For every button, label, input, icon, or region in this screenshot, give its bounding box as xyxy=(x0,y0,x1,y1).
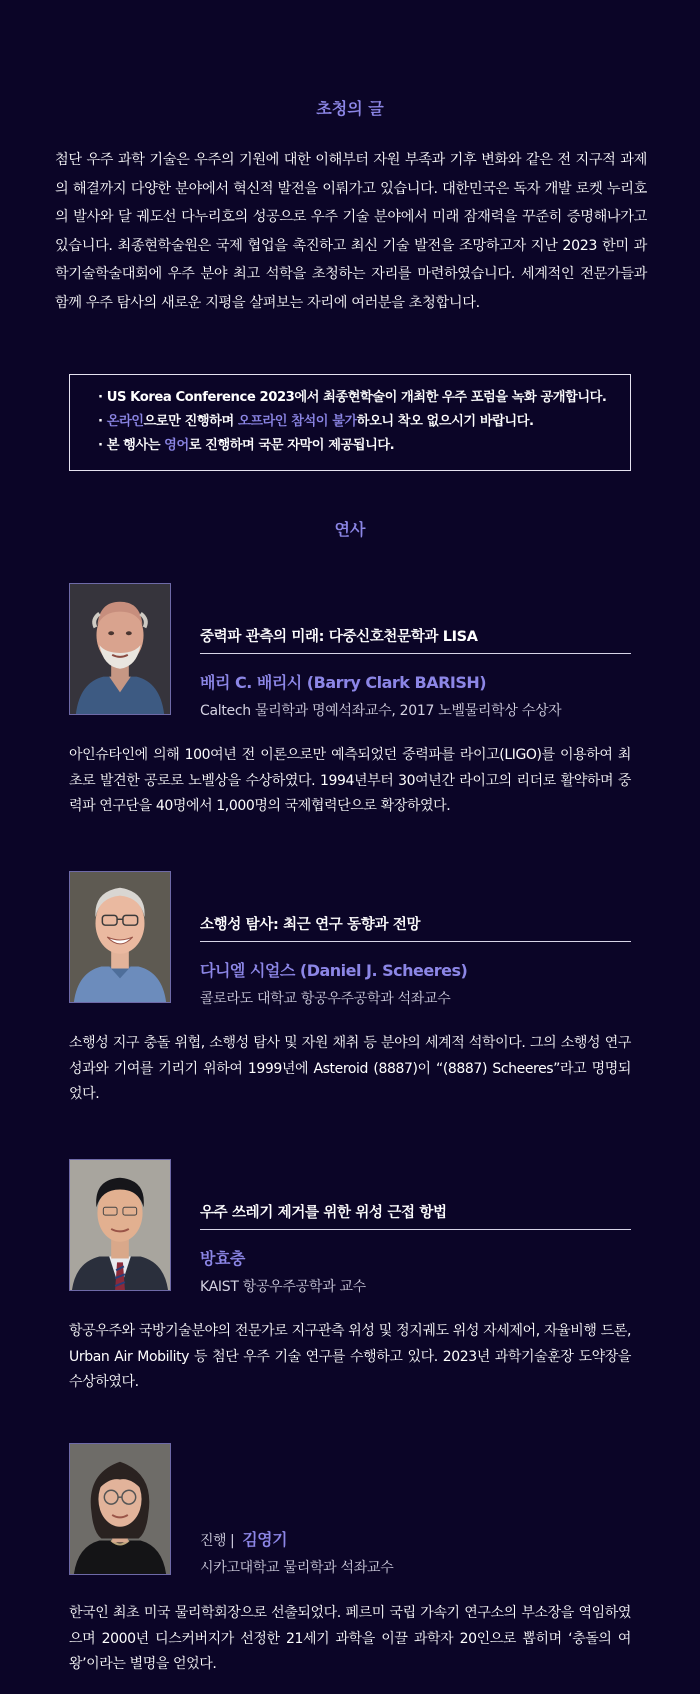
notice-line-3: · 본 행사는 영어로 진행하며 국문 자막이 제공됩니다. xyxy=(98,438,395,453)
speaker-bio: 소행성 지구 충돌 위협, 소행성 탐사 및 자원 채취 등 분야의 세계적 석학이다. 그의 소행성 연구 성과와 기여를 기리기 위하여 1999년에 Asteroid (8887)이 “(8887) Scheeres”라고 명명되었다. xyxy=(69,1035,631,1102)
invitation-body: 첨단 우주 과학 기술은 우주의 기원에 대한 이해부터 자원 부족과 기후 변화와 같은 전 지구적 과제의 해결까지 다양한 분야에서 혁신적 발전을 이뤄가고 있습니다. 대한민국은 독자 개발 로켓 누리호의 발사와 달 궤도선 다누리호의 성공으로 우주 기술 분야에서 미래 잠재력을 꾸준히 증명해나가고 있습니다. 최종현학술원은 국제 협업을 촉진하고 최신 기술 발전을 조망하고자 지난 2023 한미 과학기술학술대회에 우주 분야 최고 석학을 초청하는 자리를 마련하였습니다. 세계적인 전문가들과 함께 우주 탐사의 새로운 지평을 살펴보는 자리에 여러분을 초청합니다. xyxy=(55,152,647,311)
speaker-affiliation: KAIST 항공우주공학과 교수 xyxy=(200,1279,366,1295)
invitation-title: 초청의 글 xyxy=(316,99,384,118)
moderator-bio: 한국인 최초 미국 물리학회장으로 선출되었다. 페르미 국립 가속기 연구소의 부소장을 역임하였으며 2000년 디스커버지가 선정한 21세기 과학을 이끌 과학자 20인으로 뽑히며 ‘충돌의 여왕’이라는 별명을 얻었다. xyxy=(69,1605,631,1672)
moderator-affiliation: 시카고대학교 물리학과 석좌교수 xyxy=(200,1560,394,1576)
speaker-name: 다니엘 시얼스 (Daniel J. Scheeres) xyxy=(200,961,468,980)
bullet: · xyxy=(98,390,103,405)
moderator-name-line xyxy=(200,1527,287,1550)
bullet: · xyxy=(98,438,103,453)
speaker-bio: 아인슈타인에 의해 100여년 전 이론으로만 예측되었던 중력파를 라이고(LIGO)를 이용하여 최초로 발견한 공로로 노벨상을 수상하였다. 1994년부터 30여년간 라이고의 리더로 활약하며 중력파 연구단을 40명에서 1,000명의 국제협력단으로 확장하였다. xyxy=(69,747,631,814)
notice-line-1: · US Korea Conference 2023에서 최종현학술이 개최한 우주 포럼을 녹화 공개합니다. xyxy=(98,390,607,405)
speaker-photo-scheeres xyxy=(69,871,171,1003)
moderator-name: 김영기 xyxy=(242,1530,288,1549)
bullet: · xyxy=(98,414,103,429)
talk-title: 우주 쓰레기 제거를 위한 위성 근접 항법 xyxy=(200,1201,631,1230)
speaker-photo-bang xyxy=(69,1159,171,1291)
notice-box xyxy=(69,374,631,471)
talk-title: 중력파 관측의 미래: 다중신호천문학과 LISA xyxy=(200,625,631,654)
speaker-affiliation: 콜로라도 대학교 항공우주공학과 석좌교수 xyxy=(200,991,451,1007)
moderator-label: 진행 | xyxy=(200,1533,235,1549)
speaker-name: 배리 C. 배리시 (Barry Clark BARISH) xyxy=(200,673,487,692)
notice-line-2: · 온라인으로만 진행하며 오프라인 참석이 불가하오니 착오 없으시기 바랍니다. xyxy=(98,414,534,429)
speaker-bio: 항공우주와 국방기술분야의 전문가로 지구관측 위성 및 정지궤도 위성 자세제어, 자율비행 드론, Urban Air Mobility 등 첨단 우주 기술 연구를 수행하고 있다. 2023년 과학기술훈장 도약장을 수상하였다. xyxy=(69,1323,631,1390)
speaker-name: 방효충 xyxy=(200,1249,245,1268)
moderator-photo xyxy=(69,1443,171,1575)
speaker-photo-barish xyxy=(69,583,171,715)
speakers-title: 연사 xyxy=(334,520,366,539)
speaker-affiliation: Caltech 물리학과 명예석좌교수, 2017 노벨물리학상 수상자 xyxy=(200,703,562,719)
talk-title: 소행성 탐사: 최근 연구 동향과 전망 xyxy=(200,913,631,942)
